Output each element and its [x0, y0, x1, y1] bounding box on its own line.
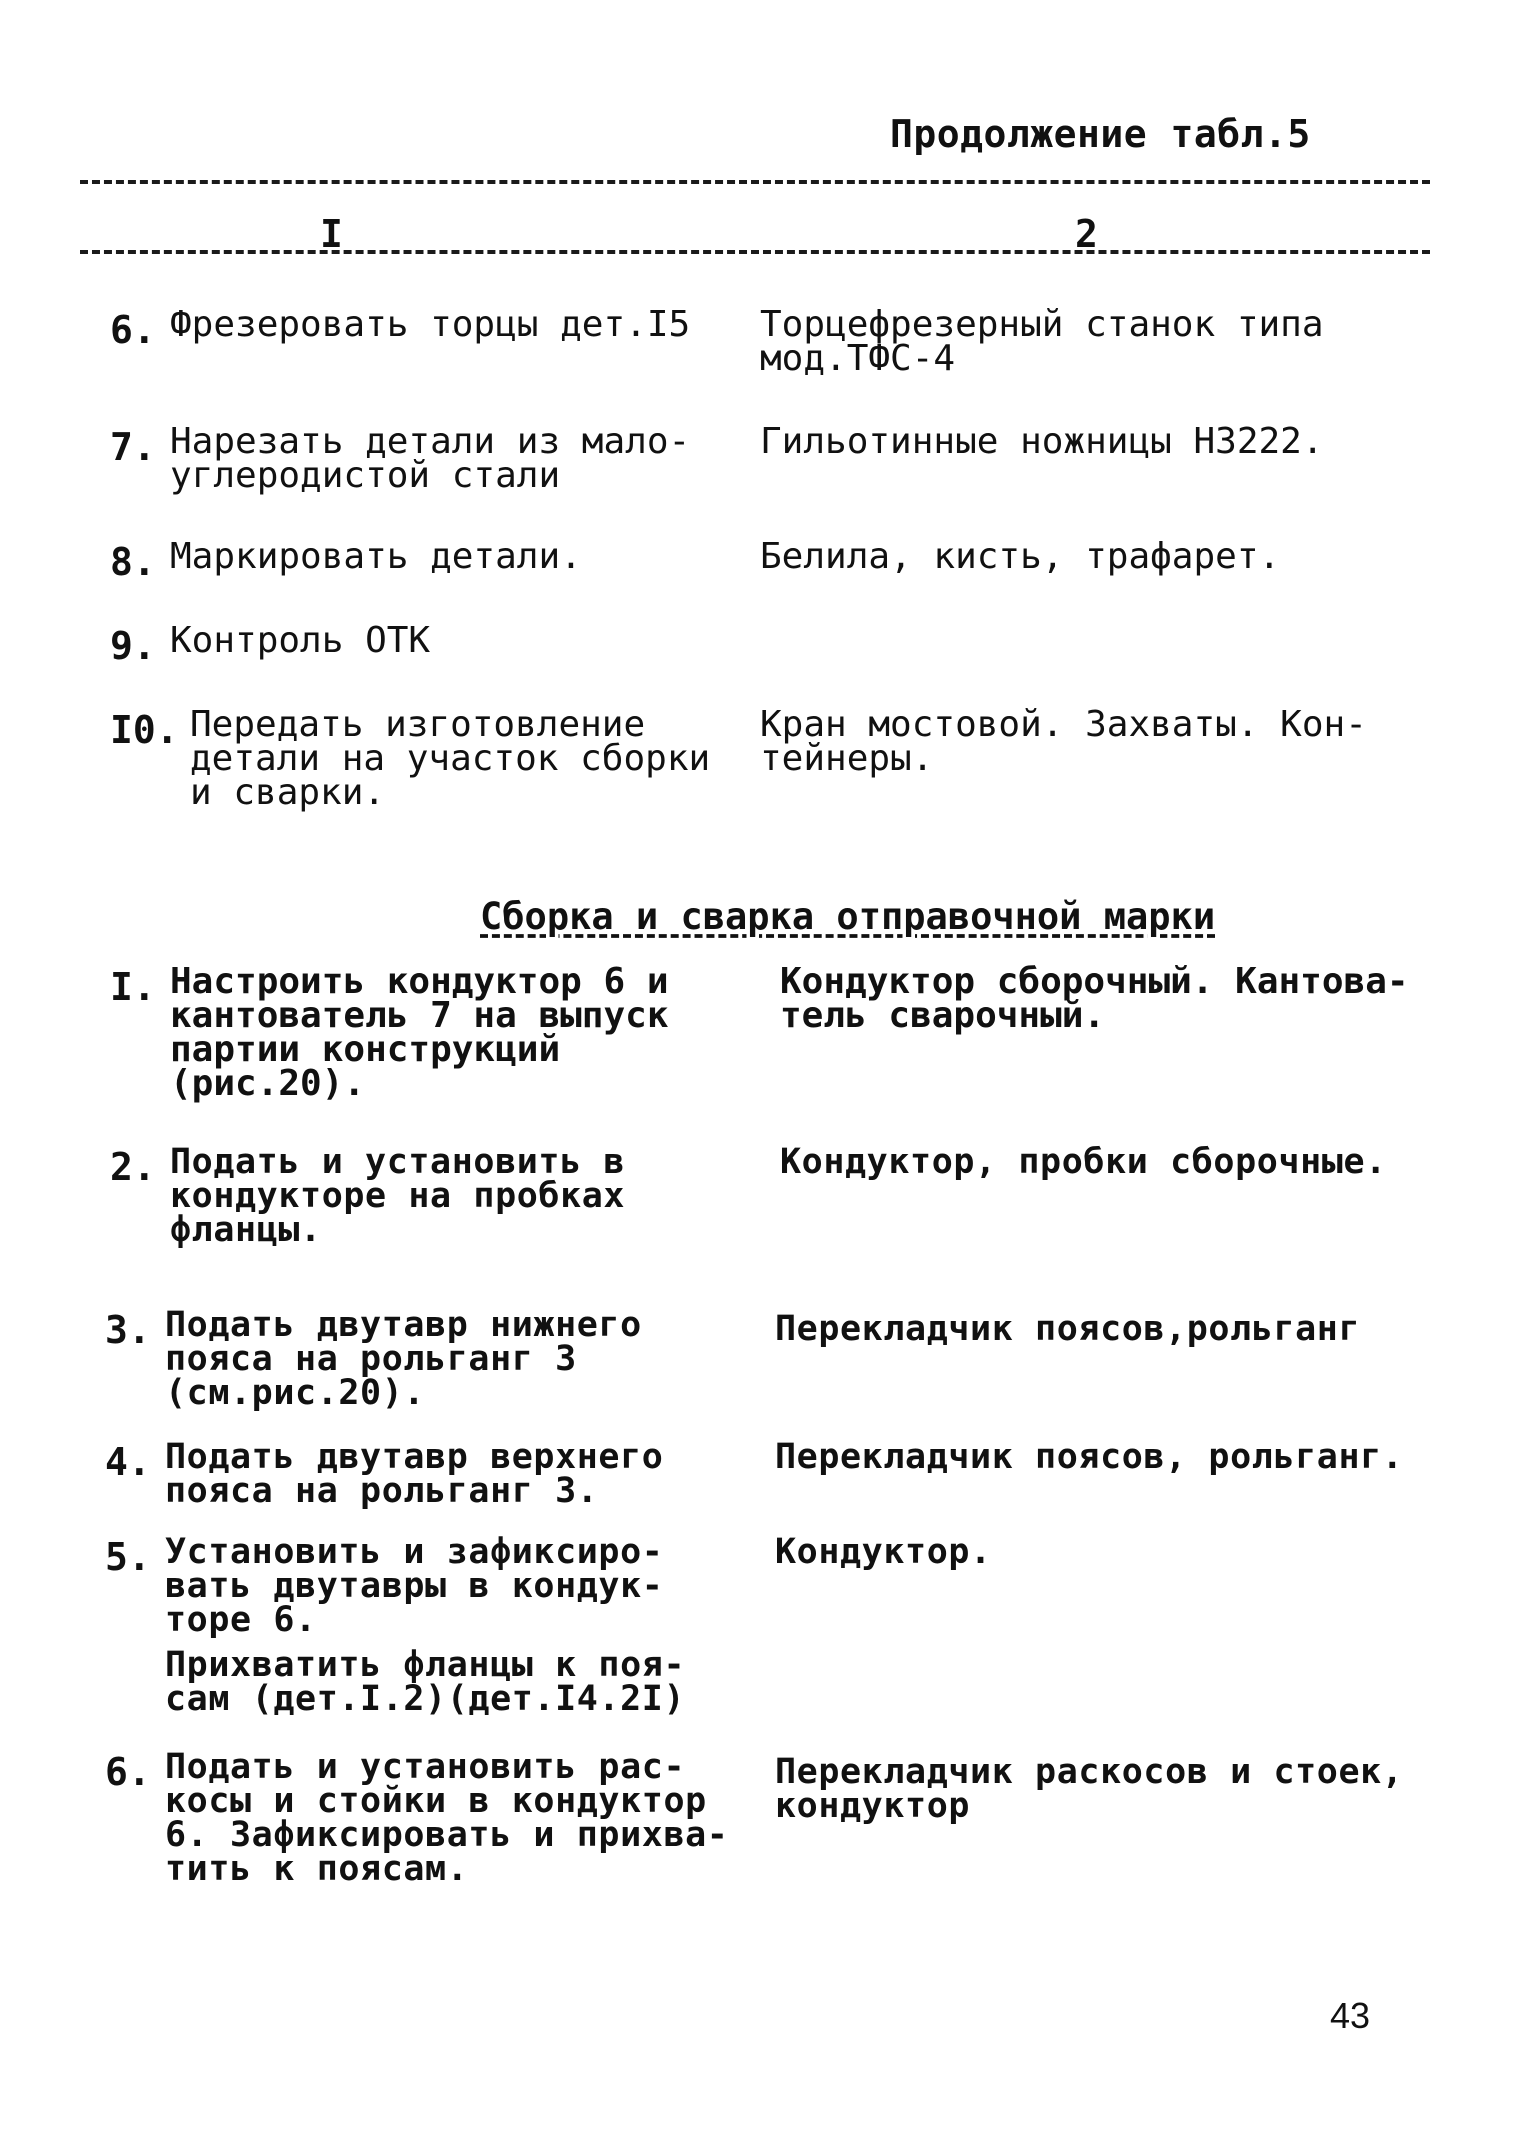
- equipment-text: Кран мостовой. Захваты. Кон- тейнеры.: [760, 704, 1367, 779]
- operation-text: Настроить кондуктор 6 и кантователь 7 на выпуск партии конструкций (рис.20).: [170, 961, 669, 1104]
- row-number: 6.: [105, 1750, 151, 1794]
- equipment-text: Кондуктор.: [775, 1532, 992, 1572]
- column-1-number: I: [320, 212, 343, 256]
- operation-note: Прихватить фланцы к поя- сам (дет.I.2)(дет.I4.2I): [165, 1645, 686, 1719]
- equipment-text: Торцефрезерный станок типа мод.ТФС-4: [760, 304, 1324, 379]
- operation-text: Установить и зафиксиро- вать двутавры в кондук- торе 6.: [165, 1532, 664, 1640]
- row-number: 3.: [105, 1308, 151, 1352]
- operation-text: Маркировать детали.: [170, 536, 582, 577]
- row-number: 6.: [110, 308, 156, 352]
- operation-text: Нарезать детали из мало- углеродистой стали: [170, 421, 691, 496]
- equipment-text: Кондуктор сборочный. Кантова- тель сварочный.: [780, 961, 1409, 1036]
- operation-text: Подать и установить рас- косы и стойки в кондуктор 6. Зафиксировать и прихва- тить к поясам.: [165, 1747, 729, 1889]
- row-number: 8.: [110, 540, 156, 584]
- page-number: 43: [1330, 1995, 1371, 2036]
- table-top-rule: [80, 180, 1430, 184]
- operation-text: Передать изготовление детали на участок сборки и сварки.: [190, 704, 711, 813]
- column-2-number: 2: [1075, 212, 1098, 256]
- row-number: 9.: [110, 624, 156, 668]
- equipment-text: Белила, кисть, трафарет.: [760, 536, 1281, 577]
- row-number: 2.: [110, 1145, 156, 1189]
- row-number: 5.: [105, 1535, 151, 1579]
- equipment-text: Гильотинные ножницы Н3222.: [760, 421, 1324, 462]
- equipment-text: Кондуктор, пробки сборочные.: [780, 1142, 1387, 1182]
- operation-text: Фрезеровать торцы дет.I5: [170, 304, 691, 345]
- table-continuation-label: Продолжение табл.5: [890, 112, 1311, 156]
- row-number: I.: [110, 965, 156, 1009]
- row-number: 4.: [105, 1440, 151, 1484]
- table-header-rule: [80, 250, 1430, 254]
- row-number: I0.: [110, 708, 179, 752]
- row-number: 7.: [110, 425, 156, 469]
- equipment-text: Перекладчик раскосов и стоек, кондуктор: [775, 1752, 1404, 1826]
- operation-text: Подать двутавр верхнего пояса на рольганг 3.: [165, 1437, 664, 1511]
- operation-text: Контроль ОТК: [170, 620, 431, 661]
- equipment-text: Перекладчик поясов, рольганг.: [775, 1437, 1404, 1477]
- operation-text: Подать двутавр нижнего пояса на рольганг 3 (см.рис.20).: [165, 1305, 642, 1413]
- section-title: Сборка и сварка отправочной марки: [480, 895, 1216, 938]
- operation-text: Подать и установить в кондукторе на пробках фланцы.: [170, 1142, 626, 1250]
- equipment-text: Перекладчик поясов,рольганг: [775, 1309, 1361, 1349]
